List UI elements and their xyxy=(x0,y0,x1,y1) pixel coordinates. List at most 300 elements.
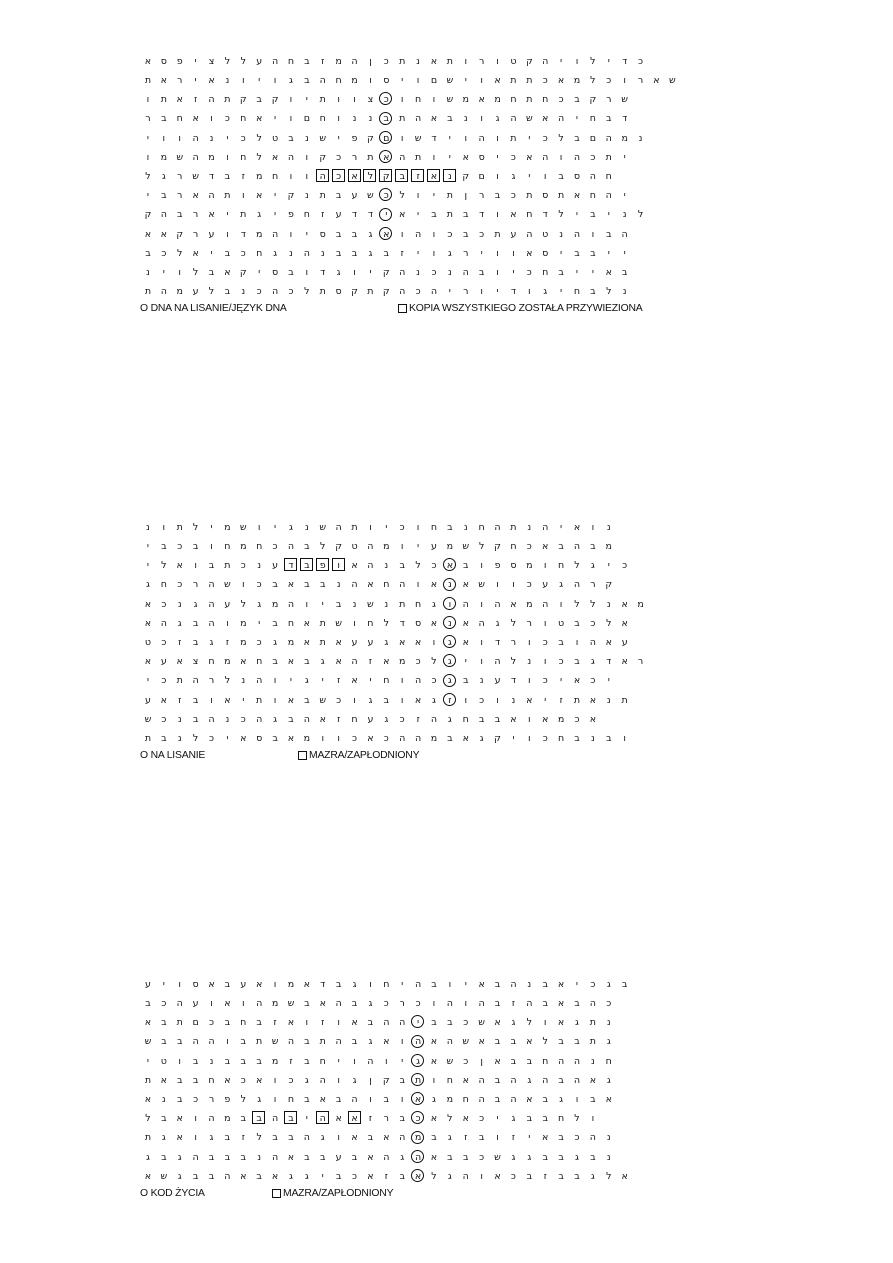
grid-letter: ו xyxy=(480,113,483,125)
grid-letter: א xyxy=(621,1170,628,1182)
grid-letter: ו xyxy=(289,228,293,240)
grid-letter: ב xyxy=(463,209,469,221)
grid-letter: ח xyxy=(430,521,438,533)
grid-letter: ח xyxy=(319,1055,326,1067)
grid-letter: ו xyxy=(575,1093,579,1105)
grid-letter: ה xyxy=(287,151,295,163)
grid-letter: ש xyxy=(239,521,247,533)
grid-letter: ט xyxy=(271,132,279,144)
grid-letter: ס xyxy=(319,228,326,240)
grid-letter: ב xyxy=(224,1132,231,1144)
grid-letter: י xyxy=(623,151,626,163)
grid-letter: א xyxy=(224,694,231,706)
grid-letter: ח xyxy=(383,579,390,591)
grid-letter: א xyxy=(351,675,358,687)
grid-letter: ב xyxy=(351,998,358,1010)
grid-letter: ש xyxy=(144,1036,152,1048)
grid-letter: ה xyxy=(462,1170,469,1182)
grid-letter: ה xyxy=(510,113,517,125)
grid-letter: י xyxy=(528,1132,531,1144)
grid-letter: א xyxy=(144,228,152,240)
grid-letter: י xyxy=(607,209,610,221)
grid-letter: כ xyxy=(383,998,389,1010)
grid-letter: ב xyxy=(399,1170,405,1182)
grid-letter: ל xyxy=(606,286,612,298)
grid-letter: כ xyxy=(590,151,596,163)
grid-letter: ג xyxy=(543,286,548,298)
circled-letter: ת xyxy=(410,1073,426,1088)
grid-letter: ת xyxy=(144,732,152,744)
grid-letter: ו xyxy=(496,209,499,221)
grid-letter: ח xyxy=(526,209,533,221)
grid-letter: ש xyxy=(525,113,533,125)
grid-letter: ב xyxy=(574,247,580,259)
grid-letter: ה xyxy=(287,598,295,610)
grid-letter: ס xyxy=(542,190,549,202)
grid-letter: ל xyxy=(192,521,199,533)
grid-letter: ה xyxy=(160,617,167,629)
grid-letter: ב xyxy=(431,1017,437,1029)
grid-letter: א xyxy=(256,113,263,125)
grid-row xyxy=(140,186,680,205)
grid-letter: ח xyxy=(557,560,565,572)
grid-letter: ו xyxy=(194,1132,197,1144)
grid-letter: ר xyxy=(177,75,183,87)
grid-letter: ש xyxy=(414,132,422,144)
grid-letter: ו xyxy=(146,151,150,163)
grid-letter: ה xyxy=(510,978,517,990)
grid-letter: ג xyxy=(479,732,484,744)
grid-letter: כ xyxy=(638,55,644,67)
grid-letter: ב xyxy=(558,1036,564,1048)
grid-letter: י xyxy=(258,266,261,278)
grid-letter: ח xyxy=(605,1055,612,1067)
grid-letter: ב xyxy=(304,541,310,553)
grid-letter: א xyxy=(224,1074,231,1086)
grid-letter: ב xyxy=(192,1074,199,1086)
grid-letter: ב xyxy=(558,1151,564,1163)
grid-letter: ג xyxy=(368,228,373,240)
grid-letter: ב xyxy=(304,1093,310,1105)
grid-letter: ב xyxy=(542,1113,548,1125)
grid-letter: ב xyxy=(240,1151,247,1163)
grid-letter: ש xyxy=(319,521,327,533)
grid-letter: ב xyxy=(590,1093,596,1105)
grid-letter: י xyxy=(417,541,420,553)
grid-letter: ה xyxy=(573,579,581,591)
grid-letter: מ xyxy=(224,1113,231,1125)
grid-letter: י xyxy=(575,113,579,125)
grid-letter: ז xyxy=(321,209,325,221)
grid-letter: כ xyxy=(590,617,596,629)
grid-letter: ב xyxy=(383,694,390,706)
grid-letter: ב xyxy=(192,713,199,725)
grid-letter: ו xyxy=(400,94,404,106)
grid-letter: ת xyxy=(526,75,533,87)
grid-letter: א xyxy=(224,266,231,278)
circled-letter: א xyxy=(378,150,394,165)
grid-letter: א xyxy=(367,1170,374,1182)
grid-letter: ה xyxy=(367,1055,374,1067)
grid-letter: ו xyxy=(480,656,483,668)
grid-letter: ח xyxy=(287,55,295,67)
legend-box-text: MAZRA/ZAPŁODNIONY xyxy=(309,750,420,762)
grid-letter: ב xyxy=(574,732,580,744)
grid-letter: ו xyxy=(241,998,245,1010)
grid-letter: נ xyxy=(463,521,468,533)
grid-letter: ת xyxy=(256,694,263,706)
grid-letter: נ xyxy=(622,286,627,298)
grid-letter: כ xyxy=(399,521,405,533)
grid-letter: ג xyxy=(289,1170,293,1182)
grid-letter: צ xyxy=(367,94,374,106)
grid-letter: ר xyxy=(145,113,151,125)
grid-letter: ל xyxy=(256,132,262,144)
grid-letter: כ xyxy=(447,228,453,240)
grid-letter: א xyxy=(144,1017,152,1029)
grid-row xyxy=(140,263,680,282)
grid-letter: ו xyxy=(400,1093,404,1105)
grid-letter: א xyxy=(319,998,326,1010)
grid-letter: ז xyxy=(321,55,325,67)
grid-letter: ב xyxy=(192,1055,199,1067)
boxed-letter: פ xyxy=(315,558,331,573)
grid-row xyxy=(140,652,649,671)
grid-letter: א xyxy=(462,1074,469,1086)
grid-letter: י xyxy=(448,132,451,144)
grid-letter: ב xyxy=(192,694,199,706)
grid-letter: כ xyxy=(479,1113,485,1125)
grid-letter: ז xyxy=(368,656,373,668)
grid-letter: ח xyxy=(351,713,358,725)
grid-letter: ס xyxy=(192,978,199,990)
grid-letter: י xyxy=(321,675,324,687)
grid-letter: נ xyxy=(304,132,309,144)
grid-letter: ה xyxy=(351,1093,358,1105)
grid-row xyxy=(140,148,680,167)
grid-letter: כ xyxy=(415,286,421,298)
grid-letter: מ xyxy=(287,636,295,648)
grid-letter: ב xyxy=(494,1093,501,1105)
grid-letter: ב xyxy=(574,94,580,106)
grid-letter: ג xyxy=(161,170,166,182)
grid-letter: ס xyxy=(271,266,279,278)
grid-letter: ו xyxy=(353,266,356,278)
grid-letter: ר xyxy=(510,636,517,648)
grid-letter: א xyxy=(542,713,549,725)
grid-letter: י xyxy=(321,598,324,610)
grid-letter: א xyxy=(494,1055,501,1067)
legend xyxy=(140,303,680,321)
grid-letter: ח xyxy=(414,94,422,106)
grid-letter: ן xyxy=(369,55,372,67)
grid-letter: ו xyxy=(337,1017,340,1029)
grid-letter: ח xyxy=(446,1074,453,1086)
grid-letter: נ xyxy=(606,1132,611,1144)
grid-letter: א xyxy=(240,1170,247,1182)
grid-letter: כ xyxy=(288,1074,294,1086)
grid-letter: ו xyxy=(369,1093,372,1105)
grid-letter: כ xyxy=(574,713,580,725)
grid-letter: כ xyxy=(352,1170,358,1182)
grid-letter: ש xyxy=(494,1151,501,1163)
grid-letter: י xyxy=(321,1170,324,1182)
circled-letter: א xyxy=(378,227,394,242)
grid-letter: ו xyxy=(241,75,245,87)
grid-letter: ב xyxy=(621,266,628,278)
grid-letter: כ xyxy=(352,732,358,744)
grid-letter: ו xyxy=(369,978,372,990)
grid-letter: ק xyxy=(382,1074,390,1086)
grid-letter: צ xyxy=(208,55,215,67)
grid-letter: ח xyxy=(478,521,485,533)
grid-letter: א xyxy=(160,1074,168,1086)
grid-row xyxy=(140,994,633,1013)
grid-letter: כ xyxy=(288,286,294,298)
grid-letter: י xyxy=(258,617,261,629)
grid-letter: ב xyxy=(399,560,405,572)
grid-letter: ל xyxy=(558,209,564,221)
grid-letter: ב xyxy=(240,1055,247,1067)
grid-letter: ב xyxy=(224,1151,231,1163)
grid-letter: י xyxy=(146,132,149,144)
grid-letter: נ xyxy=(289,247,293,259)
circled-letter: ה xyxy=(410,1150,426,1165)
grid-letter: ח xyxy=(240,1017,247,1029)
grid-letter: א xyxy=(526,151,533,163)
circled-letter: ג xyxy=(410,1054,426,1069)
grid-letter: ב xyxy=(272,617,278,629)
grid-letter: כ xyxy=(383,732,389,744)
grid-letter: א xyxy=(621,598,628,610)
grid-letter: ה xyxy=(589,1132,596,1144)
grid-letter: א xyxy=(462,579,469,591)
grid-letter: א xyxy=(494,1170,501,1182)
boxed-letter: ב xyxy=(394,169,410,184)
grid-letter: א xyxy=(383,1132,390,1144)
grid-letter: ש xyxy=(144,713,152,725)
grid-letter: ב xyxy=(351,1036,358,1048)
grid-letter: ת xyxy=(224,560,231,572)
boxed-letter: ב xyxy=(251,1111,267,1126)
grid-letter: כ xyxy=(606,998,612,1010)
grid-letter: ו xyxy=(464,132,468,144)
grid-letter: נ xyxy=(463,113,468,125)
grid-letter: ל xyxy=(478,541,485,553)
grid-letter: ה xyxy=(510,1074,517,1086)
grid-letter: מ xyxy=(446,1093,454,1105)
grid-letter: ד xyxy=(240,228,246,240)
grid-letter: ז xyxy=(178,694,182,706)
grid-letter: כ xyxy=(542,75,548,87)
grid-letter: ב xyxy=(431,1132,437,1144)
grid-letter: ת xyxy=(224,94,231,106)
grid-letter: י xyxy=(289,675,293,687)
grid-row xyxy=(140,1052,633,1071)
grid-letter: ג xyxy=(304,675,309,687)
grid-letter: א xyxy=(176,656,183,668)
grid-letter: א xyxy=(510,713,517,725)
grid-letter: א xyxy=(621,656,628,668)
grid-letter: י xyxy=(146,541,149,553)
grid-letter: י xyxy=(448,151,451,163)
grid-letter: פ xyxy=(224,1093,231,1105)
grid-letter: ה xyxy=(526,998,533,1010)
grid-letter: ת xyxy=(446,209,453,221)
grid-letter: ד xyxy=(606,656,612,668)
grid-letter: ו xyxy=(432,247,436,259)
grid-letter: ז xyxy=(193,94,198,106)
grid-letter: ב xyxy=(367,1132,374,1144)
grid-letter: י xyxy=(480,247,483,259)
legend-box-text: MAZRA/ZAPŁODNIONY xyxy=(283,1188,394,1200)
grid-letter: ה xyxy=(478,1093,485,1105)
grid-letter: ב xyxy=(590,247,596,259)
grid-letter: נ xyxy=(559,228,563,240)
grid-letter: ה xyxy=(208,579,215,591)
grid-letter: ב xyxy=(590,209,596,221)
grid-letter: ו xyxy=(194,1113,197,1125)
grid-letter: ה xyxy=(430,713,438,725)
grid-letter: נ xyxy=(447,266,452,278)
grid-letter: ב xyxy=(208,1151,215,1163)
grid-letter: ב xyxy=(161,1036,167,1048)
grid-letter: ע xyxy=(367,636,374,648)
grid-letter: א xyxy=(176,1113,183,1125)
grid-letter: ד xyxy=(479,209,485,221)
grid-letter: א xyxy=(351,1132,358,1144)
grid-letter: ה xyxy=(351,656,358,668)
grid-letter: ז xyxy=(511,998,516,1010)
grid-letter: א xyxy=(430,1055,438,1067)
square-icon xyxy=(298,751,307,760)
grid-letter: ה xyxy=(399,732,406,744)
grid-letter: ו xyxy=(162,132,166,144)
grid-letter: ה xyxy=(192,675,199,687)
grid-letter: ר xyxy=(606,94,612,106)
grid-letter: א xyxy=(351,560,358,572)
grid-letter: ע xyxy=(494,675,501,687)
grid-letter: ו xyxy=(194,560,197,572)
grid-letter: ב xyxy=(208,560,215,572)
grid-row xyxy=(140,110,680,129)
grid-letter: ק xyxy=(367,132,374,144)
grid-letter: ה xyxy=(271,286,279,298)
grid-letter: ה xyxy=(351,55,358,67)
grid-letter: ב xyxy=(304,55,310,67)
circled-letter: כ xyxy=(378,92,394,107)
grid-letter: ז xyxy=(336,713,341,725)
grid-letter: ל xyxy=(224,675,231,687)
grid-letter: כ xyxy=(590,675,596,687)
legend-circle-text: O NA LISANIE xyxy=(140,750,206,762)
grid-letter: ת xyxy=(144,1074,152,1086)
grid-letter: ג xyxy=(209,636,214,648)
grid-letter: א xyxy=(319,713,326,725)
grid-letter: נ xyxy=(606,1017,611,1029)
grid-row xyxy=(140,167,680,186)
grid-letter: ב xyxy=(145,998,151,1010)
grid-letter: מ xyxy=(398,656,406,668)
grid-letter: ש xyxy=(446,75,454,87)
grid-letter: ד xyxy=(320,978,326,990)
grid-letter: א xyxy=(589,1074,597,1086)
grid-letter: ח xyxy=(224,541,231,553)
grid-letter: א xyxy=(399,636,406,648)
grid-letter: ו xyxy=(146,94,150,106)
letter-grid xyxy=(140,518,649,748)
grid-letter: ב xyxy=(256,1055,262,1067)
grid-letter: ו xyxy=(400,694,404,706)
grid-letter: א xyxy=(287,656,295,668)
circled-letter: ג xyxy=(442,635,458,650)
grid-letter: כ xyxy=(479,228,485,240)
grid-letter: ב xyxy=(606,732,612,744)
grid-letter: א xyxy=(430,113,438,125)
grid-letter: ל xyxy=(192,266,199,278)
grid-letter: א xyxy=(335,656,342,668)
grid-letter: א xyxy=(462,732,469,744)
grid-letter: ד xyxy=(320,266,326,278)
grid-letter: ל xyxy=(161,560,167,572)
grid-letter: ת xyxy=(144,75,152,87)
grid-letter: ת xyxy=(367,151,374,163)
boxed-letter: ב xyxy=(283,1111,299,1126)
grid-letter: ב xyxy=(304,579,310,591)
grid-letter: ו xyxy=(337,94,340,106)
grid-letter: ז xyxy=(336,675,341,687)
grid-letter: א xyxy=(399,209,406,221)
grid-letter: א xyxy=(462,617,469,629)
grid-letter: ו xyxy=(400,132,404,144)
grid-letter: ע xyxy=(256,55,263,67)
grid-letter: ב xyxy=(192,1170,199,1182)
grid-letter: ן xyxy=(369,1074,372,1086)
grid-letter: ל xyxy=(606,1170,612,1182)
grid-letter: ג xyxy=(511,1113,516,1125)
grid-letter: ו xyxy=(241,190,245,202)
grid-letter: ו xyxy=(305,170,309,182)
grid-letter: נ xyxy=(384,560,389,572)
grid-letter: א xyxy=(287,1017,295,1029)
grid-letter: ו xyxy=(369,75,372,87)
grid-row xyxy=(140,244,680,263)
grid-letter: ה xyxy=(208,190,215,202)
grid-letter: ע xyxy=(367,713,374,725)
grid-letter: ה xyxy=(542,521,549,533)
legend-circle-text: O KOD ŻYCIA xyxy=(140,1188,205,1200)
grid-letter: ו xyxy=(385,1055,388,1067)
grid-letter: ו xyxy=(496,132,499,144)
grid-letter: י xyxy=(417,209,420,221)
grid-letter: י xyxy=(607,560,610,572)
grid-letter: ע xyxy=(192,286,199,298)
grid-letter: ו xyxy=(273,75,277,87)
grid-letter: ז xyxy=(384,1170,388,1182)
grid-letter: ב xyxy=(558,1170,564,1182)
grid-letter: ה xyxy=(494,521,501,533)
grid-letter: י xyxy=(607,55,610,67)
grid-letter: ו xyxy=(496,1132,499,1144)
grid-letter: כ xyxy=(161,598,167,610)
grid-letter: ה xyxy=(399,286,406,298)
grid-letter: ו xyxy=(416,190,420,202)
grid-letter: ע xyxy=(351,636,358,648)
grid-letter: י xyxy=(607,675,610,687)
grid-letter: ג xyxy=(559,579,564,591)
grid-letter: כ xyxy=(526,266,532,278)
grid-letter: ג xyxy=(575,1151,579,1163)
